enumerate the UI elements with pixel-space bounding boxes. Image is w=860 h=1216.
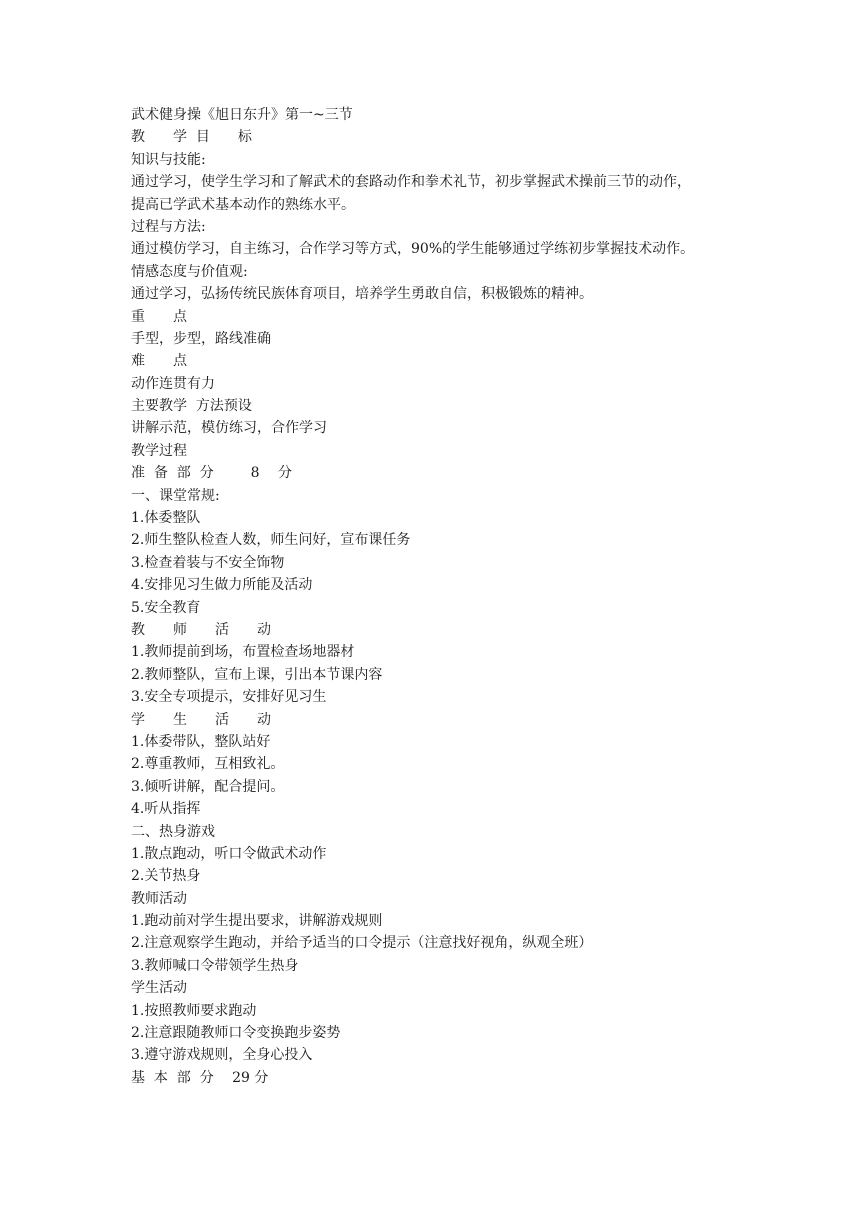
list-item: 1.教师提前到场，布置检查场地器材 bbox=[131, 644, 355, 661]
section-heading-difficulties: 难 点 bbox=[131, 353, 187, 370]
section-heading-methods: 主要教学 方法预设 bbox=[131, 398, 252, 415]
list-item: 3.安全专项提示，安排好见习生 bbox=[131, 689, 327, 706]
list-item: 3.检查着装与不安全饰物 bbox=[131, 554, 285, 571]
section-heading-objectives: 教 学 目 标 bbox=[131, 129, 252, 146]
list-item: 5.安全教育 bbox=[131, 599, 201, 616]
list-item: 1.散点跑动，听口令做武术动作 bbox=[131, 845, 327, 862]
list-item: 1.体委整队 bbox=[131, 510, 201, 527]
paragraph-line: 通过学习，使学生学习和了解武术的套路动作和拳术礼节，初步掌握武术操前三节的动作， bbox=[131, 174, 691, 191]
list-item: 2.注意跟随教师口令变换跑步姿势 bbox=[131, 1025, 341, 1042]
section-heading-main-part: 基 本 部 分 29 分 bbox=[131, 1069, 269, 1086]
list-item: 3.倾听讲解，配合提问。 bbox=[131, 778, 285, 795]
list-item: 2.注意观察学生跑动，并给予适当的口令提示（注意找好视角，纵观全班） bbox=[131, 935, 593, 952]
list-item: 3.遵守游戏规则，全身心投入 bbox=[131, 1047, 313, 1064]
paragraph-line: 通过模仿学习，自主练习，合作学习等方式，90%的学生能够通过学练初步掌握技术动作。 bbox=[131, 241, 695, 258]
list-item: 4.听从指挥 bbox=[131, 801, 201, 818]
lesson-title: 武术健身操《旭日东升》第一~三节 bbox=[131, 107, 353, 123]
document-page bbox=[131, 104, 751, 1089]
section-heading-process: 教学过程 bbox=[131, 442, 187, 459]
paragraph-line: 提高已学武术基本动作的熟练水平。 bbox=[131, 196, 355, 213]
list-item: 4.安排见习生做力所能及活动 bbox=[131, 577, 313, 594]
subheading-routine: 一、课堂常规: bbox=[131, 487, 220, 504]
list-item: 3.教师喊口令带领学生热身 bbox=[131, 957, 299, 974]
paragraph-line: 通过学习，弘扬传统民族体育项目，培养学生勇敢自信，积极锻炼的精神。 bbox=[131, 286, 593, 303]
section-heading-key-points: 重 点 bbox=[131, 308, 187, 325]
list-item: 2.尊重教师，互相致礼。 bbox=[131, 756, 285, 773]
subheading-teacher-activity: 教师活动 bbox=[131, 890, 187, 907]
subheading-knowledge-skills: 知识与技能: bbox=[131, 151, 206, 168]
list-item: 1.体委带队，整队站好 bbox=[131, 733, 271, 750]
list-item: 1.跑动前对学生提出要求，讲解游戏规则 bbox=[131, 913, 383, 930]
list-item: 1.按照教师要求跑动 bbox=[131, 1002, 257, 1019]
subheading-attitude-values: 情感态度与价值观: bbox=[131, 263, 248, 280]
paragraph-line: 动作连贯有力 bbox=[131, 375, 215, 392]
paragraph-line: 讲解示范，模仿练习，合作学习 bbox=[131, 420, 327, 437]
list-item: 2.师生整队检查人数，师生问好，宣布课任务 bbox=[131, 532, 411, 549]
subheading-teacher-activity: 教 师 活 动 bbox=[131, 621, 271, 638]
list-item: 2.关节热身 bbox=[131, 868, 201, 885]
subheading-process-method: 过程与方法: bbox=[131, 218, 206, 235]
subheading-student-activity: 学 生 活 动 bbox=[131, 711, 271, 728]
paragraph-line: 手型，步型，路线准确 bbox=[131, 330, 271, 347]
subheading-warmup-game: 二、热身游戏 bbox=[131, 823, 215, 840]
subheading-student-activity: 学生活动 bbox=[131, 980, 187, 997]
list-item: 2.教师整队，宣布上课，引出本节课内容 bbox=[131, 666, 383, 683]
section-heading-preparation: 准 备 部 分 8 分 bbox=[131, 465, 292, 482]
